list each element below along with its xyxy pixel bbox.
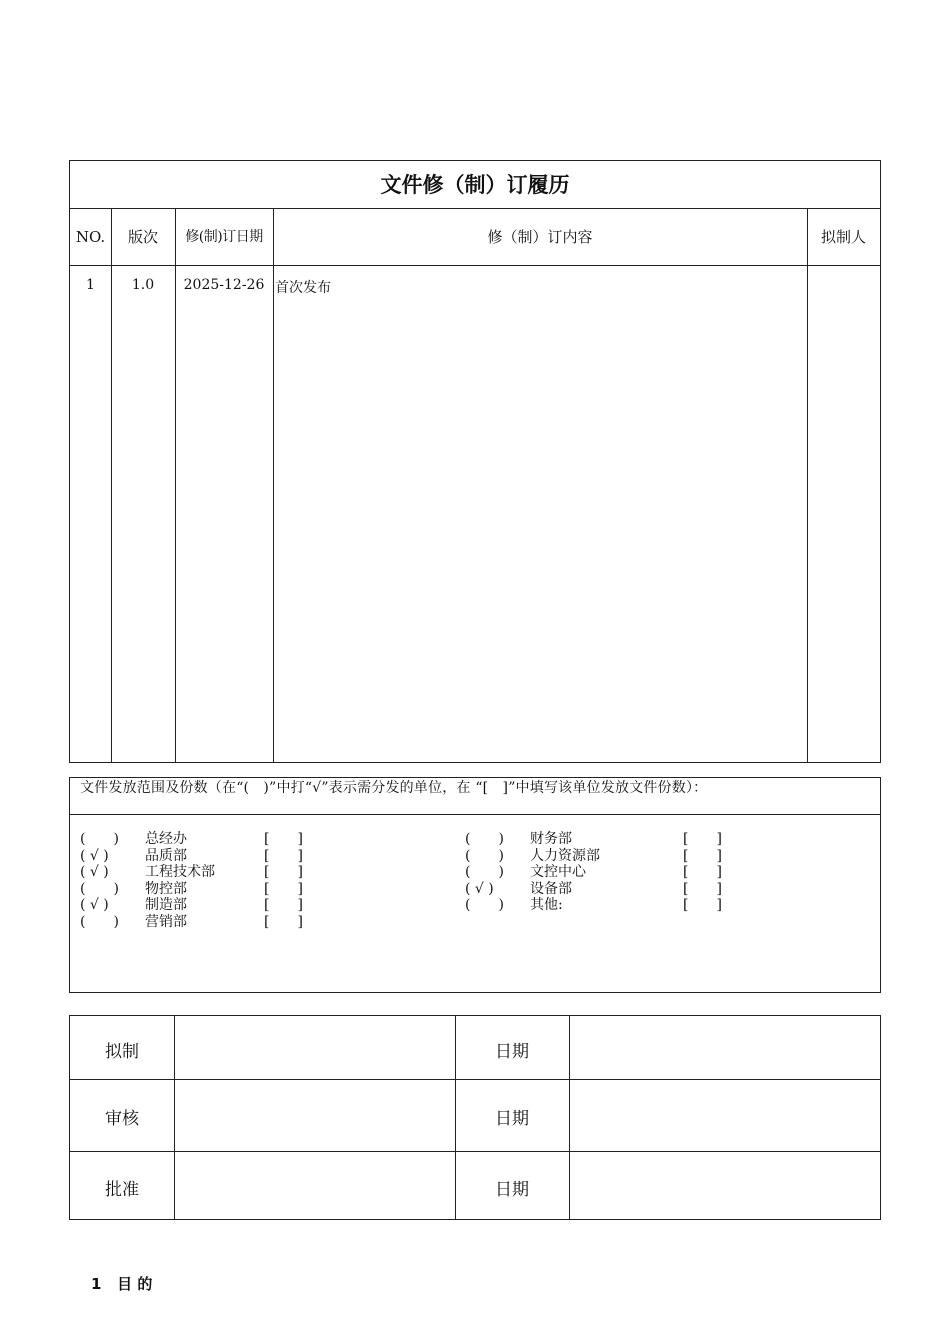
label-date: 日期 [495,1180,529,1200]
header-no: NO. [75,228,106,246]
distribution-copies[interactable]: [ ] [264,831,303,847]
distribution-copies[interactable]: [ ] [264,897,303,914]
revision-history-title: 文件修（制）订履历 [70,161,880,209]
distribution-department: 制造部 [145,897,187,914]
distribution-checkbox[interactable]: ( √ ) [80,847,109,864]
section-title: 目 的 [117,1275,153,1293]
distribution-checkbox[interactable]: ( ) [465,847,504,864]
distribution-copies[interactable]: [ ] [264,847,303,864]
column-divider [569,1016,570,1219]
column-divider [273,209,274,762]
row-content: 首次发布 [275,280,331,296]
header-author: 拟制人 [820,228,866,246]
header-date: 修(制)订日期 [185,229,263,245]
distribution-copies[interactable]: [ ] [264,864,303,881]
distribution-department: 其他: [530,897,563,914]
section-number: 1 [91,1275,102,1293]
distribution-department: 工程技术部 [145,864,215,881]
distribution-checkbox[interactable]: ( ) [80,880,119,897]
distribution-divider [70,814,880,815]
approval-table [69,1015,881,1220]
revision-history-table [69,160,881,763]
row-divider [70,1079,880,1080]
header-content: 修（制）订内容 [487,228,593,246]
distribution-department: 财务部 [530,831,572,847]
header-divider [70,265,880,266]
distribution-department: 总经办 [145,831,187,847]
distribution-copies[interactable]: [ ] [264,914,303,930]
row-version: 1.0 [131,277,155,293]
distribution-checkbox[interactable]: ( ) [80,914,119,930]
section-heading [91,1273,152,1294]
distribution-checkbox[interactable]: ( ) [465,864,504,881]
distribution-checkbox[interactable]: ( √ ) [465,880,494,897]
distribution-checkbox[interactable]: ( ) [465,897,504,914]
distribution-copies[interactable]: [ ] [683,847,722,864]
row-divider [70,1151,880,1152]
column-divider [807,209,808,762]
distribution-checkbox[interactable]: ( ) [80,831,119,847]
distribution-department: 文控中心 [530,864,586,881]
distribution-copies[interactable]: [ ] [683,864,722,881]
header-version: 版次 [127,228,158,246]
distribution-checkbox[interactable]: ( ) [465,831,504,847]
distribution-department: 品质部 [145,847,187,864]
distribution-department: 营销部 [145,914,187,930]
distribution-checkbox[interactable]: ( √ ) [80,897,109,914]
row-no: 1 [86,277,95,293]
distribution-department: 人力资源部 [530,847,600,864]
distribution-box [69,777,881,993]
label-review: 审核 [105,1109,139,1129]
label-drafted: 拟制 [105,1042,139,1062]
label-approve: 批准 [105,1180,139,1200]
distribution-checkbox[interactable]: ( √ ) [80,864,109,881]
distribution-copies[interactable]: [ ] [683,897,722,914]
distribution-copies[interactable]: [ ] [683,880,722,897]
distribution-note: 文件发放范围及份数（在“( )”中打“√”表示需分发的单位，在 “[ ]”中填写该单位发放文件份数）： [80,780,708,796]
distribution-copies[interactable]: [ ] [264,880,303,897]
label-date: 日期 [495,1109,529,1129]
label-date: 日期 [495,1042,529,1062]
distribution-department: 物控部 [145,880,187,897]
column-divider [174,1016,175,1219]
distribution-department: 设备部 [530,880,572,897]
row-date: 2025-12-26 [183,277,265,293]
distribution-copies[interactable]: [ ] [683,831,722,847]
